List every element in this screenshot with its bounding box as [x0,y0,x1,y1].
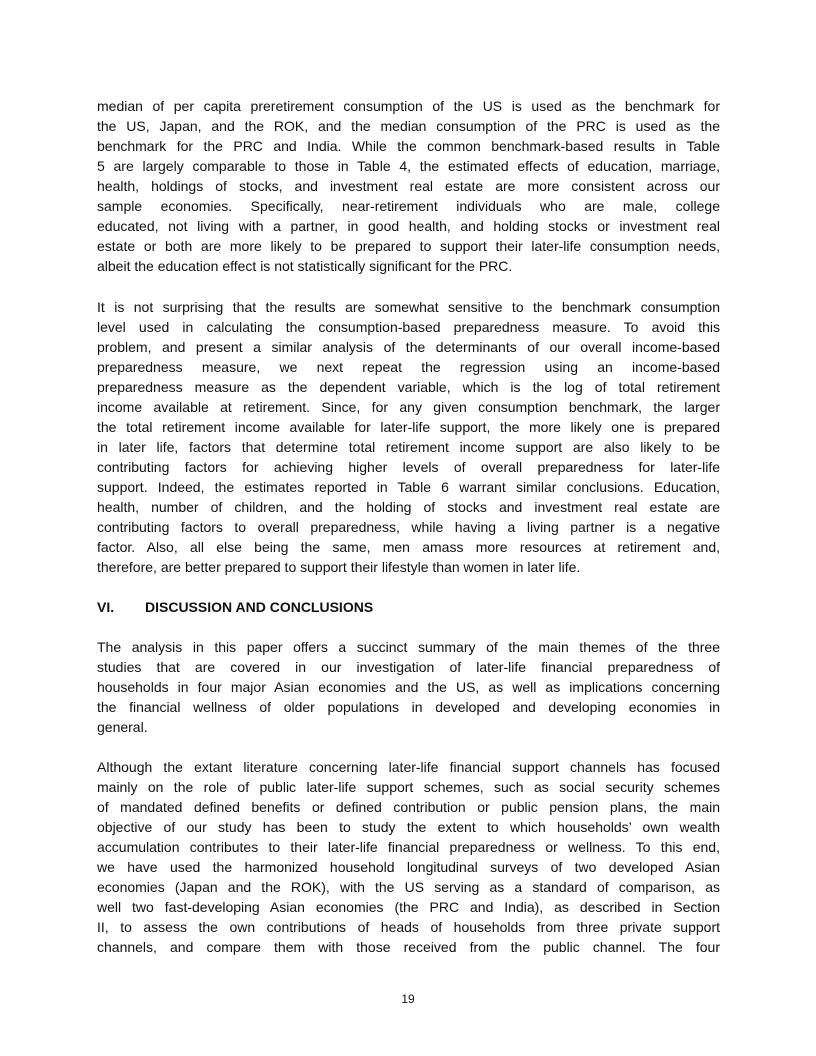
text-line: in later life, factors that determine total retirement income support are also likely to be [97,439,720,455]
text-line: well two fast-developing Asian economies (the PRC and India), as described in Section [97,899,720,915]
text-line: the financial wellness of older populations in developed and developing economies in [97,699,720,715]
text-line: 5 are largely comparable to those in Table 4, the estimated effects of education, marriage, [97,158,720,174]
section-heading [97,597,373,617]
text-line: objective of our study has been to study the extent to which households’ own wealth [97,819,720,835]
text-line: It is not surprising that the results are somewhat sensitive to the benchmark consumption [97,299,720,315]
paragraph-income-preparedness [97,297,720,577]
text-line: preparedness measure as the dependent variable, which is the log of total retirement [97,379,720,395]
text-line: of mandated defined benefits or defined contribution or public pension plans, the main [97,799,720,815]
text-line: level used in calculating the consumption-based preparedness measure. To avoid this [97,319,720,335]
text-line: The analysis in this paper offers a succinct summary of the main themes of the three [97,639,720,655]
text-line: albeit the education effect is not statistically significant for the PRC. [97,258,513,274]
text-line: support. Indeed, the estimates reported in Table 6 warrant similar conclusions. Education, [97,479,720,495]
section-title: DISCUSSION AND CONCLUSIONS [145,599,374,615]
text-line: households in four major Asian economies and the US, as well as implications concerning [97,679,720,695]
text-line: health, holdings of stocks, and investment real estate are more consistent across our [97,178,720,194]
text-line: therefore, are better prepared to support their lifestyle than women in later life. [97,559,581,575]
text-line: economies (Japan and the ROK), with the US serving as a standard of comparison, as [97,879,720,895]
text-line: Although the extant literature concerning later-life financial support channels has focused [97,759,720,775]
text-line: benchmark for the PRC and India. While the common benchmark-based results in Table [97,138,720,154]
paragraph-literature-objective [97,757,720,957]
text-line: general. [97,719,148,735]
text-line: preparedness measure, we next repeat the regression using an income-based [97,359,720,375]
text-line: income available at retirement. Since, for any given consumption benchmark, the larger [97,399,720,415]
paragraph-analysis-summary [97,637,720,737]
text-line: contributing factors for achieving higher levels of overall preparedness for later-life [97,459,720,475]
text-line: channels, and compare them with those received from the public channel. The four [97,939,720,955]
text-line: problem, and present a similar analysis of the determinants of our overall income-based [97,339,720,355]
text-line: accumulation contributes to their later-life financial preparedness or wellness. To this end, [97,839,720,855]
text-line: mainly on the role of public later-life support schemes, such as social security schemes [97,779,720,795]
section-number: VI. [97,599,115,615]
text-line: studies that are covered in our investigation of later-life financial preparedness of [97,659,720,675]
text-line: we have used the harmonized household longitudinal surveys of two developed Asian [97,859,720,875]
text-line: estate or both are more likely to be prepared to support their later-life consumption needs, [97,238,720,254]
page-number: 19 [401,992,415,1006]
text-line: health, number of children, and the holding of stocks and investment real estate are [97,499,720,515]
text-line: educated, not living with a partner, in good health, and holding stocks or investment real [97,218,720,234]
text-line: sample economies. Specifically, near-retirement individuals who are male, college [97,198,720,214]
text-line: the total retirement income available for later-life support, the more likely one is prepared [97,419,720,435]
text-line: factor. Also, all else being the same, men amass more resources at retirement and, [97,539,720,555]
text-line: contributing factors to overall preparedness, while having a living partner is a negative [97,519,720,535]
text-line: median of per capita preretirement consumption of the US is used as the benchmark for [97,98,720,114]
paragraph-benchmark-results [97,96,720,276]
text-line: II, to assess the own contributions of heads of households from three private support [97,919,720,935]
text-line: the US, Japan, and the ROK, and the median consumption of the PRC is used as the [97,118,720,134]
